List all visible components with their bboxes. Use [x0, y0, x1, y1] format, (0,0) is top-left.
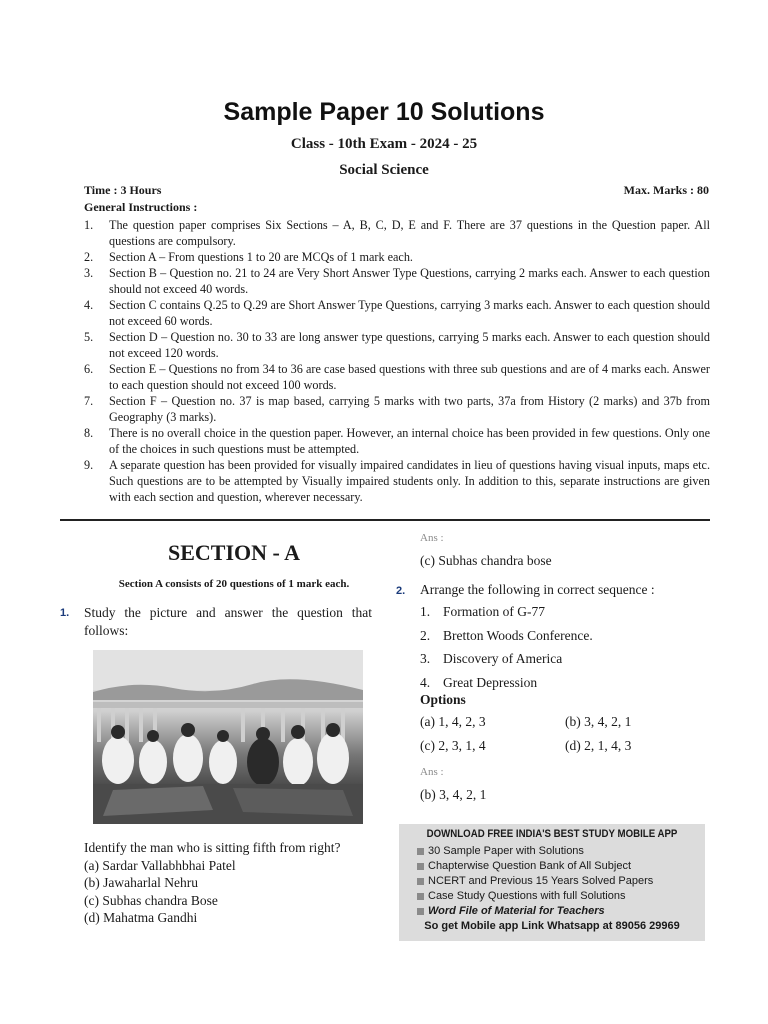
sequence-list	[420, 600, 720, 694]
square-bullet-icon	[417, 863, 424, 870]
section-a-note: Section A consists of 20 questions of 1 mark each.	[118, 578, 350, 590]
exam-subtitle: Class - 10th Exam - 2024 - 25	[290, 136, 478, 152]
square-bullet-icon	[417, 878, 424, 885]
ad-feature-item: Word File of Material for Teachers	[417, 904, 653, 919]
option-item: (c) Subhas chandra Bose	[84, 892, 218, 908]
sequence-item: 3. Discovery of America	[420, 651, 563, 666]
section-divider	[60, 519, 710, 521]
answer-label: Ans :	[420, 766, 444, 778]
ad-feature-item: Case Study Questions with full Solutions	[417, 889, 653, 904]
sequence-item: 2. Bretton Woods Conference.	[420, 627, 593, 643]
question-2-number: 2.	[396, 585, 406, 597]
question-1-text: Study the picture and answer the question that follows:	[84, 605, 372, 638]
square-bullet-icon	[417, 893, 424, 900]
square-bullet-icon	[417, 848, 424, 855]
question-1-prompt: Identify the man who is sitting fifth from right?	[84, 840, 341, 855]
option-item: (b) 3, 4, 2, 1	[565, 714, 632, 729]
sequence-item: 4. Great Depression	[420, 674, 538, 690]
question-1-body	[84, 839, 372, 927]
option-item: (a) Sardar Vallabhbhai Patel	[84, 857, 236, 873]
ad-feature-item: 30 Sample Paper with Solutions	[417, 844, 653, 859]
instructions-list	[84, 217, 710, 505]
subject-name: Social Science	[339, 162, 429, 178]
question-2-text: Arrange the following in correct sequence :	[420, 582, 655, 597]
instruction-item: 8. There is no overall choice in the question paper. However, an internal choice has been provided in few questions. Only one of the choices in such questions must be attempted.	[84, 426, 710, 456]
page-title: Sample Paper 10 Solutions	[223, 98, 545, 126]
question-1-number: 1.	[60, 607, 70, 619]
question-1-answer: (c) Subhas chandra bose	[420, 553, 552, 568]
instruction-item: 9. A separate question has been provided for visually impaired candidates in lieu of questions having visual inputs, maps etc. Such questions are to be attempted by Visually impaired students only. In addition to this, separate instructions are given with each section and question, wherever necessary.	[84, 458, 710, 504]
option-item: (d) Mahatma Gandhi	[84, 910, 198, 925]
time-label: Time : 3 Hours	[84, 183, 162, 197]
option-item: (a) 1, 4, 2, 3	[420, 714, 486, 729]
square-bullet-icon	[417, 908, 424, 915]
sequence-item: 1. Formation of G-77	[420, 604, 545, 619]
option-item: (b) Jawaharlal Nehru	[84, 875, 198, 890]
ad-feature-item: NCERT and Previous 15 Years Solved Papers	[417, 874, 653, 889]
instruction-item: 1. The question paper comprises Six Sections – A, B, C, D, E and F. There are 37 questions in the Question paper. All questions are compulsory.	[84, 218, 710, 248]
max-marks-label: Max. Marks : 80	[623, 183, 709, 197]
instruction-item: 4. Section C contains Q.25 to Q.29 are Short Answer Type Questions, carrying 3 marks each. Answer to each question should not exceed 60 words.	[84, 298, 710, 328]
instruction-item: 5. Section D – Question no. 30 to 33 are long answer type questions, carrying 5 marks each. Answer to each question should not exceed 120 words.	[84, 330, 710, 360]
options-label: Options	[420, 692, 466, 707]
option-item: (d) 2, 1, 4, 3	[565, 738, 632, 753]
answer-label: Ans :	[420, 532, 444, 544]
instruction-item: 3. Section B – Question no. 21 to 24 are Very Short Answer Type Questions, carrying 2 marks each. Answer to each question should not exceed 40 words.	[84, 266, 710, 296]
ad-heading: DOWNLOAD FREE INDIA'S BEST STUDY MOBILE APP	[426, 828, 678, 840]
general-instructions-label: General Instructions :	[84, 200, 198, 214]
instruction-item: 6. Section E – Questions no from 34 to 36 are case based questions with three sub questions and are of 4 marks each. Answer to each question should not exceed 100 words.	[84, 362, 710, 392]
question-2-answer: (b) 3, 4, 2, 1	[420, 787, 487, 802]
option-item: (c) 2, 3, 1, 4	[420, 738, 486, 753]
ad-footer: So get Mobile app Link Whatsapp at 89056 29969	[424, 920, 680, 932]
historical-photo	[93, 650, 363, 824]
ad-feature-item: Chapterwise Question Bank of All Subject	[417, 859, 653, 874]
section-a-heading: SECTION - A	[167, 540, 301, 565]
instruction-item: 7. Section F – Question no. 37 is map based, carrying 5 marks with two parts, 37a from History (2 marks) and 37b from Geography (3 marks).	[84, 394, 710, 424]
ad-feature-list	[417, 844, 653, 919]
app-advertisement	[399, 824, 705, 941]
instruction-item: 2. Section A – From questions 1 to 20 are MCQs of 1 mark each.	[84, 250, 413, 264]
